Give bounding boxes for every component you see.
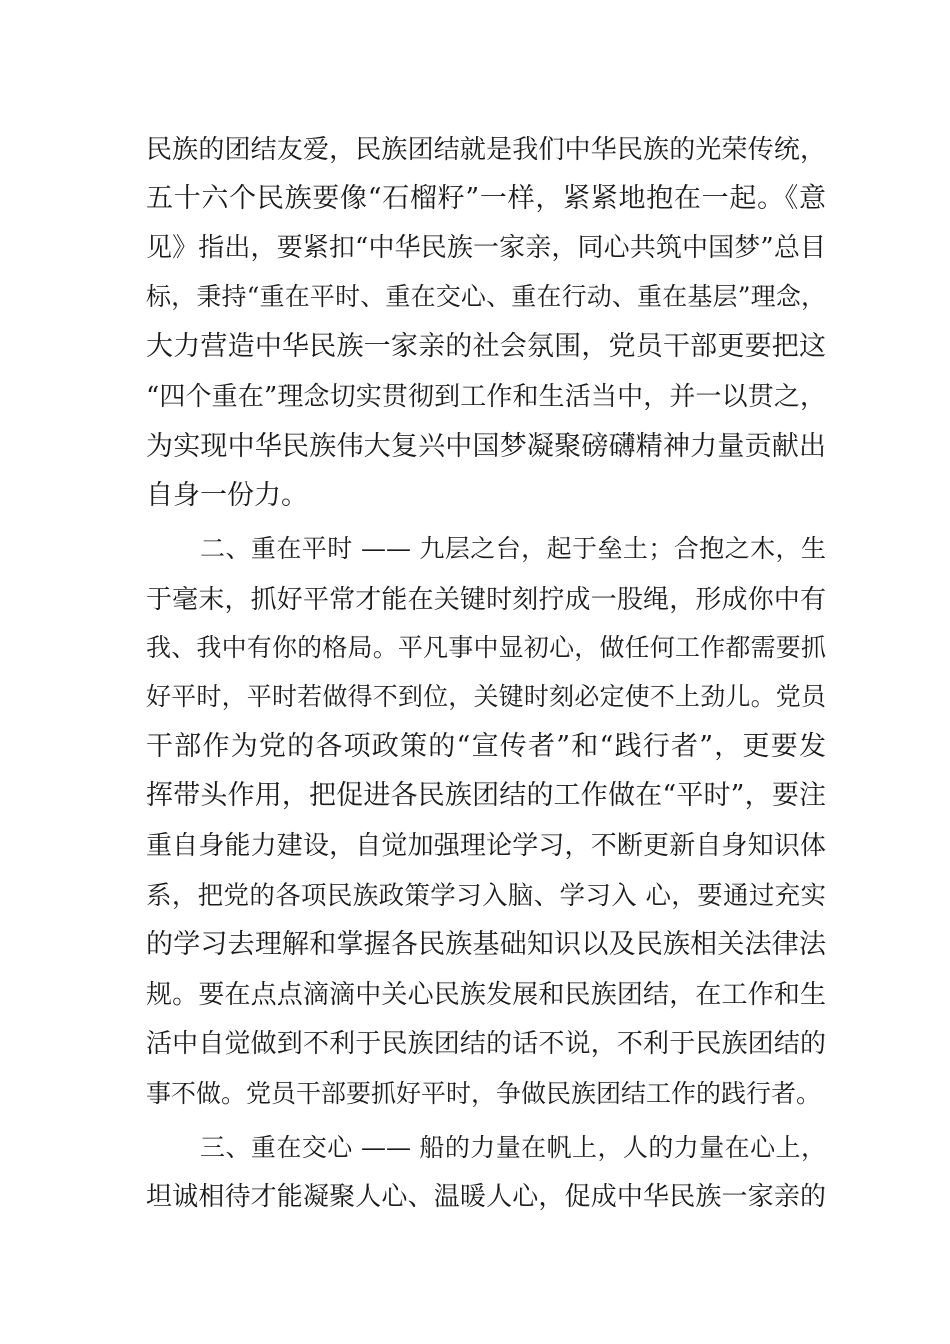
text-line: “四个重在”理念切实贯彻到工作和生活当中，并一以贯之，	[146, 382, 826, 412]
text-line: 规。要在点点滴滴中关心民族发展和民族团结，在工作和生	[146, 980, 826, 1010]
text-line: 重自身能力建设，自觉加强理论学习，不断更新自身知识体	[146, 831, 826, 861]
text-line: 大力营造中华民族一家亲的社会氛围，党员干部更要把这	[146, 331, 826, 362]
text-line: 坦诚相待才能凝聚人心、温暖人心，促成中华民族一家亲的	[146, 1182, 826, 1212]
text-line: 事不做。党员干部要抓好平时，争做民族团结工作的践行者。	[146, 1079, 822, 1108]
text-line: 活中自觉做到不利于民族团结的话不说，不利于民族团结的	[146, 1029, 826, 1059]
text-line: 见》指出，要紧扣“中华民族一家亲，同心共筑中国梦”总目	[146, 233, 826, 263]
text-line: 标，秉持“重在平时、重在交心、重在行动、重在基层”理念，	[146, 282, 826, 311]
text-line: 系，把党的各项民族政策学习入脑、学习入 心，要通过充实	[146, 881, 826, 911]
section-heading-line: 二、重在平时 —— 九层之台，起于垒土；合抱之木，生	[200, 534, 826, 563]
text-line: 我、我中有你的格局。平凡事中显初心，做任何工作都需要抓	[146, 633, 826, 662]
text-line: 民族的团结友爱，民族团结就是我们中华民族的光荣传统，	[146, 135, 826, 165]
text-line: 干部作为党的各项政策的“宣传者”和“践行者”，更要发	[146, 731, 826, 762]
text-line: 为实现中华民族伟大复兴中国梦凝聚磅礴精神力量贡献出	[146, 431, 826, 462]
text-line: 的学习去理解和掌握各民族基础知识以及民族相关法律法	[146, 929, 826, 960]
text-line: 挥带头作用，把促进各民族团结的工作做在“平时”，要注	[146, 780, 826, 811]
section-heading-line: 三、重在交心 —— 船的力量在帆上，人的力量在心上，	[200, 1133, 826, 1162]
text-line: 好平时，平时若做得不到位，关键时刻必定使不上劲儿。党员	[146, 682, 826, 711]
text-line: 自身一份力。	[146, 480, 308, 511]
text-line: 五十六个民族要像“石榴籽”一样，紧紧地抱在一起。《意	[146, 183, 826, 214]
text-line: 于毫末，抓好平常才能在关键时刻拧成一股绳，形成你中有	[146, 585, 826, 615]
